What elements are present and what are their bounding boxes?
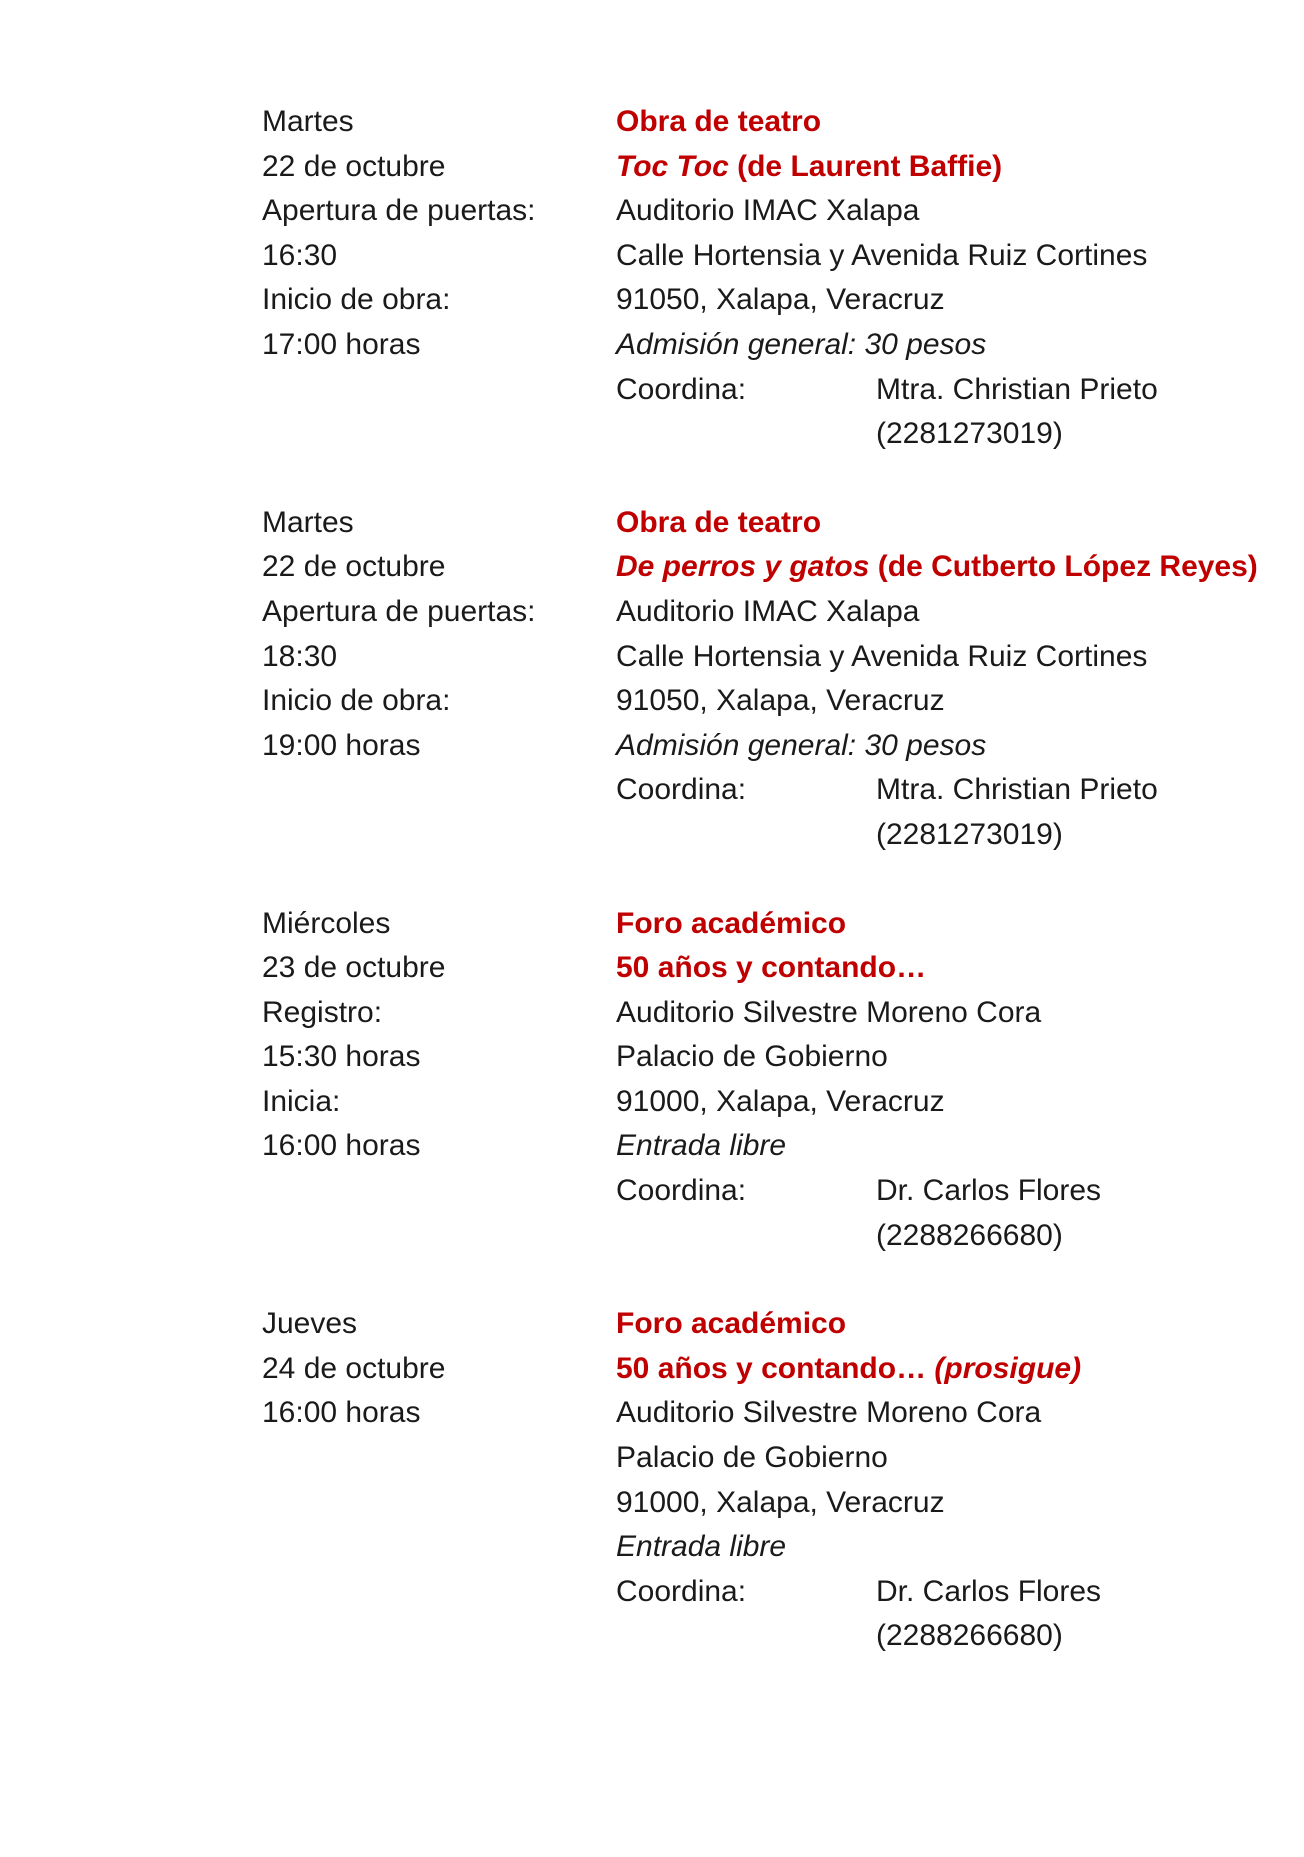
coordinator-info: [876, 368, 1158, 457]
event-title-italic: Toc Toc: [616, 149, 729, 183]
event-coordinator: [616, 368, 1292, 457]
event-list: [262, 100, 1292, 1703]
event-title-author: (de Laurent Baffie): [728, 149, 1003, 183]
event-city: 91000, Xalapa, Veracruz: [616, 1084, 945, 1118]
start-time: 17:00 horas: [262, 327, 421, 361]
event-type: Foro académico: [616, 1307, 847, 1341]
coordinator-name: Mtra. Christian Prieto: [876, 773, 1158, 807]
event-venue: Auditorio Silvestre Moreno Cora: [616, 995, 1042, 1029]
event-date: 22 de octubre: [262, 149, 446, 183]
event-coordinator: [616, 1169, 1292, 1258]
event-venue: Auditorio IMAC Xalapa: [616, 194, 920, 228]
coordinator-name: Dr. Carlos Flores: [876, 1574, 1102, 1608]
event-type: Foro académico: [616, 906, 847, 940]
event-title-author: (de Cutberto López Reyes): [869, 550, 1258, 584]
coordinator-info: [876, 1169, 1101, 1258]
event-item: [262, 501, 1292, 858]
event-admission: Entrada libre: [616, 1129, 787, 1163]
event-date: 23 de octubre: [262, 951, 446, 985]
event-admission: Entrada libre: [616, 1530, 787, 1564]
start-time: 19:00 horas: [262, 728, 421, 762]
event-time: 16:00 horas: [262, 1396, 421, 1430]
event-city: 91050, Xalapa, Veracruz: [616, 283, 945, 317]
event-item: [262, 902, 1292, 1259]
doors-open-time: 18:30: [262, 639, 338, 673]
event-address: Calle Hortensia y Avenida Ruiz Cortines: [616, 238, 1148, 272]
event-title: [616, 545, 1292, 590]
start-label: Inicio de obra:: [262, 684, 451, 718]
coordinator-label: Coordina:: [616, 1574, 747, 1608]
coordinator-phone: (2281273019): [876, 817, 1063, 851]
event-type: Obra de teatro: [616, 105, 822, 138]
event-coordinator: [616, 1570, 1292, 1659]
event-schedule: [262, 501, 616, 858]
event-day: Miércoles: [262, 906, 391, 940]
event-schedule: [262, 902, 616, 1259]
event-title: [616, 1347, 1292, 1392]
event-schedule: [262, 100, 616, 457]
event-details: [616, 902, 1292, 1259]
coordinator-phone: (2281273019): [876, 417, 1063, 451]
event-venue: Auditorio Silvestre Moreno Cora: [616, 1396, 1042, 1430]
event-schedule: [262, 1302, 616, 1659]
event-admission: Admisión general: 30 pesos: [616, 327, 987, 361]
event-address: Palacio de Gobierno: [616, 1040, 888, 1074]
event-date: 24 de octubre: [262, 1351, 446, 1385]
registration-label: Registro:: [262, 995, 383, 1029]
coordinator-phone: (2288266680): [876, 1619, 1063, 1653]
registration-time: 15:30 horas: [262, 1040, 421, 1074]
event-venue: Auditorio IMAC Xalapa: [616, 594, 920, 628]
event-admission: Admisión general: 30 pesos: [616, 728, 987, 762]
coordinator-label: Coordina:: [616, 773, 747, 807]
event-address: Palacio de Gobierno: [616, 1441, 888, 1475]
event-date: 22 de octubre: [262, 550, 446, 584]
coordinator-phone: (2288266680): [876, 1218, 1063, 1252]
event-title-main: 50 años y contando…: [616, 1351, 935, 1385]
event-item: [262, 100, 1292, 457]
coordinator-name: Mtra. Christian Prieto: [876, 372, 1158, 406]
event-day: Martes: [262, 505, 354, 539]
doors-open-label: Apertura de puertas:: [262, 194, 536, 228]
start-time: 16:00 horas: [262, 1129, 421, 1163]
event-day: Jueves: [262, 1307, 358, 1341]
event-title-suffix: (prosigue): [934, 1351, 1082, 1385]
coordinator-info: [876, 768, 1158, 857]
event-address: Calle Hortensia y Avenida Ruiz Cortines: [616, 639, 1148, 673]
event-title: [616, 145, 1292, 190]
doors-open-label: Apertura de puertas:: [262, 594, 536, 628]
event-day: Martes: [262, 105, 354, 138]
event-details: [616, 501, 1292, 858]
event-title-italic: De perros y gatos: [616, 550, 870, 584]
start-label: Inicia:: [262, 1084, 341, 1118]
event-type: Obra de teatro: [616, 505, 822, 539]
event-details: [616, 1302, 1292, 1659]
event-coordinator: [616, 768, 1292, 857]
coordinator-name: Dr. Carlos Flores: [876, 1174, 1102, 1208]
doors-open-time: 16:30: [262, 238, 338, 272]
event-details: [616, 100, 1292, 457]
start-label: Inicio de obra:: [262, 283, 451, 317]
event-city: 91000, Xalapa, Veracruz: [616, 1485, 945, 1519]
coordinator-label: Coordina:: [616, 1174, 747, 1208]
coordinator-info: [876, 1570, 1101, 1659]
event-city: 91050, Xalapa, Veracruz: [616, 684, 945, 718]
event-item: [262, 1302, 1292, 1659]
coordinator-label: Coordina:: [616, 372, 747, 406]
event-title: 50 años y contando…: [616, 951, 927, 985]
